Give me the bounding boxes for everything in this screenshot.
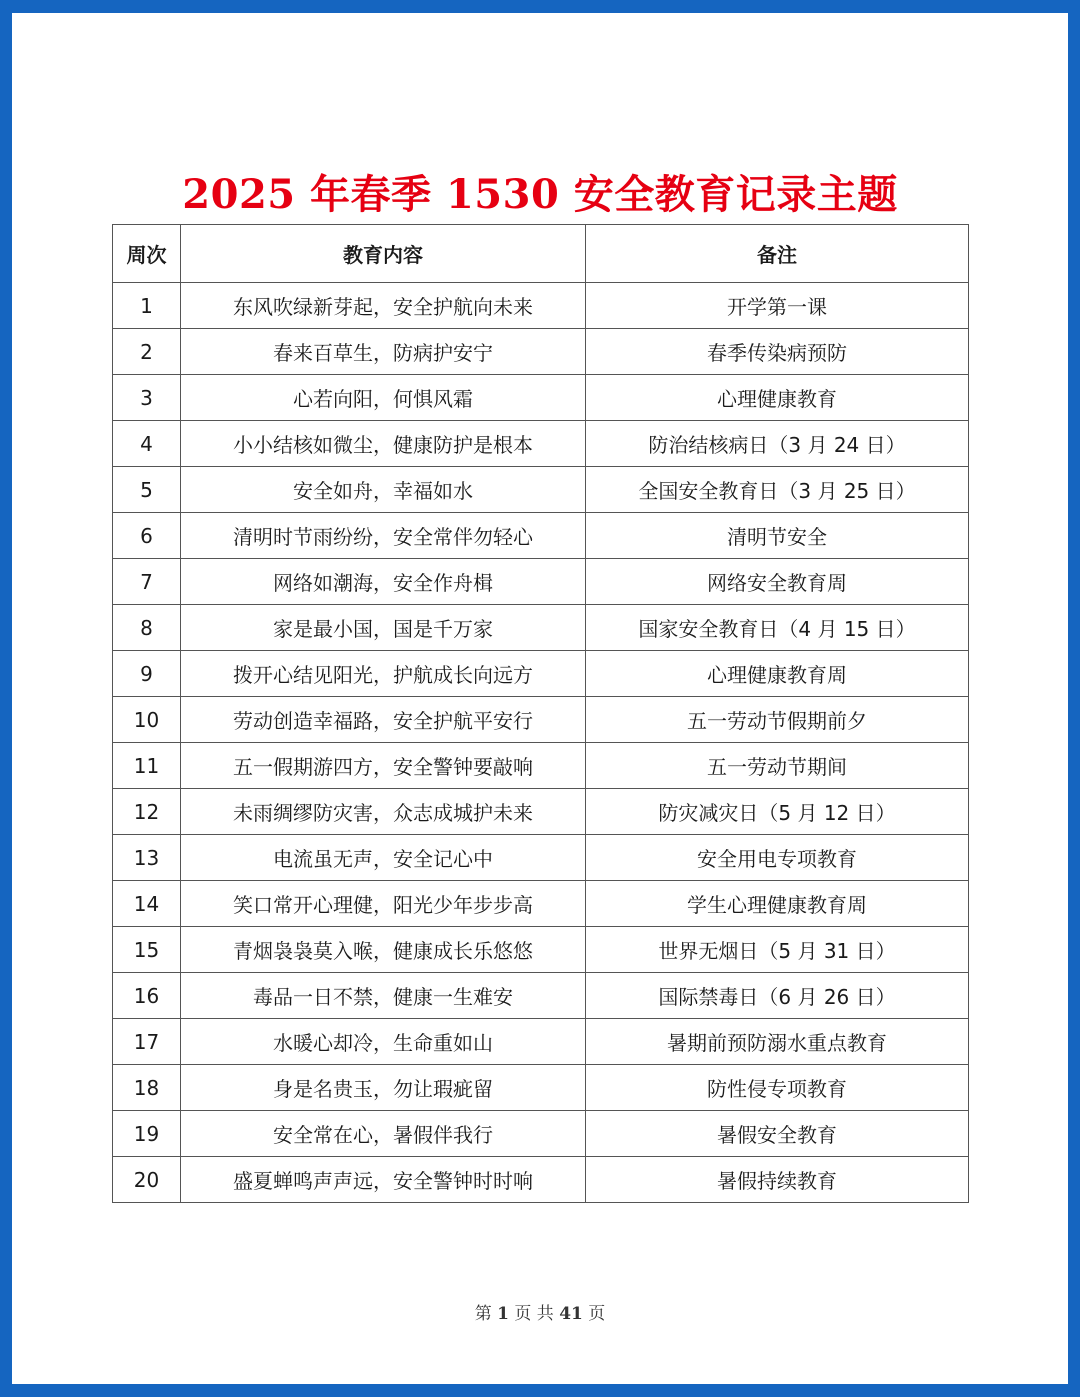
week-cell: 2 [113,329,181,375]
note-cell: 暑假安全教育 [586,1111,969,1157]
note-cell: 暑假持续教育 [586,1157,969,1203]
education-schedule-table [112,224,969,1203]
content-cell: 水暖心却冷，生命重如山 [181,1019,586,1065]
table-row [113,973,969,1019]
week-cell: 7 [113,559,181,605]
table-row [113,1111,969,1157]
content-cell: 东风吹绿新芽起，安全护航向未来 [181,283,586,329]
week-cell: 1 [113,283,181,329]
footer-middle: 页 共 [514,1304,554,1324]
note-cell: 全国安全教育日（3 月 25 日） [586,467,969,513]
note-cell: 开学第一课 [586,283,969,329]
week-cell: 13 [113,835,181,881]
footer-suffix: 页 [588,1304,606,1324]
note-cell: 防灾减灾日（5 月 12 日） [586,789,969,835]
header-content: 教育内容 [181,225,586,283]
table-row [113,1065,969,1111]
table-row [113,467,969,513]
content-cell: 身是名贵玉，勿让瑕疵留 [181,1065,586,1111]
table-row [113,421,969,467]
table-row [113,1019,969,1065]
content-cell: 家是最小国，国是千万家 [181,605,586,651]
document-page [12,13,1068,1384]
week-cell: 20 [113,1157,181,1203]
content-cell: 网络如潮海，安全作舟楫 [181,559,586,605]
week-cell: 10 [113,697,181,743]
table-row [113,605,969,651]
content-cell: 心若向阳，何惧风霜 [181,375,586,421]
week-cell: 16 [113,973,181,1019]
content-cell: 拨开心结见阳光，护航成长向远方 [181,651,586,697]
table-row [113,651,969,697]
table-row [113,881,969,927]
table-row [113,559,969,605]
note-cell: 世界无烟日（5 月 31 日） [586,927,969,973]
page-footer [12,1299,1068,1324]
content-cell: 盛夏蝉鸣声声远，安全警钟时时响 [181,1157,586,1203]
content-cell: 安全如舟，幸福如水 [181,467,586,513]
week-cell: 5 [113,467,181,513]
table-row [113,1157,969,1203]
table-row [113,375,969,421]
content-cell: 未雨绸缪防灾害，众志成城护未来 [181,789,586,835]
table-header-row [113,225,969,283]
week-cell: 11 [113,743,181,789]
note-cell: 防性侵专项教育 [586,1065,969,1111]
content-cell: 笑口常开心理健，阳光少年步步高 [181,881,586,927]
note-cell: 清明节安全 [586,513,969,559]
content-cell: 毒品一日不禁，健康一生难安 [181,973,586,1019]
note-cell: 防治结核病日（3 月 24 日） [586,421,969,467]
table-row [113,789,969,835]
note-cell: 春季传染病预防 [586,329,969,375]
header-week: 周次 [113,225,181,283]
content-cell: 小小结核如微尘，健康防护是根本 [181,421,586,467]
content-cell: 安全常在心，暑假伴我行 [181,1111,586,1157]
header-note: 备注 [586,225,969,283]
note-cell: 五一劳动节期间 [586,743,969,789]
table-row [113,743,969,789]
week-cell: 6 [113,513,181,559]
table-row [113,283,969,329]
table-row [113,329,969,375]
week-cell: 14 [113,881,181,927]
week-cell: 4 [113,421,181,467]
footer-prefix: 第 [474,1304,492,1324]
note-cell: 安全用电专项教育 [586,835,969,881]
content-cell: 五一假期游四方，安全警钟要敲响 [181,743,586,789]
current-page-number: 1 [497,1304,509,1324]
total-pages-number: 41 [559,1304,583,1324]
note-cell: 网络安全教育周 [586,559,969,605]
week-cell: 8 [113,605,181,651]
week-cell: 19 [113,1111,181,1157]
week-cell: 17 [113,1019,181,1065]
week-cell: 12 [113,789,181,835]
content-cell: 劳动创造幸福路，安全护航平安行 [181,697,586,743]
note-cell: 五一劳动节假期前夕 [586,697,969,743]
content-cell: 电流虽无声，安全记心中 [181,835,586,881]
note-cell: 心理健康教育 [586,375,969,421]
content-cell: 春来百草生，防病护安宁 [181,329,586,375]
content-cell: 清明时节雨纷纷，安全常伴勿轻心 [181,513,586,559]
table-row [113,927,969,973]
table-row [113,513,969,559]
note-cell: 国家安全教育日（4 月 15 日） [586,605,969,651]
note-cell: 国际禁毒日（6 月 26 日） [586,973,969,1019]
content-cell: 青烟袅袅莫入喉，健康成长乐悠悠 [181,927,586,973]
note-cell: 暑期前预防溺水重点教育 [586,1019,969,1065]
table-row [113,835,969,881]
week-cell: 15 [113,927,181,973]
document-title: 2025 年春季 1530 安全教育记录主题 [182,171,898,218]
table-row [113,697,969,743]
week-cell: 3 [113,375,181,421]
note-cell: 学生心理健康教育周 [586,881,969,927]
week-cell: 9 [113,651,181,697]
week-cell: 18 [113,1065,181,1111]
note-cell: 心理健康教育周 [586,651,969,697]
